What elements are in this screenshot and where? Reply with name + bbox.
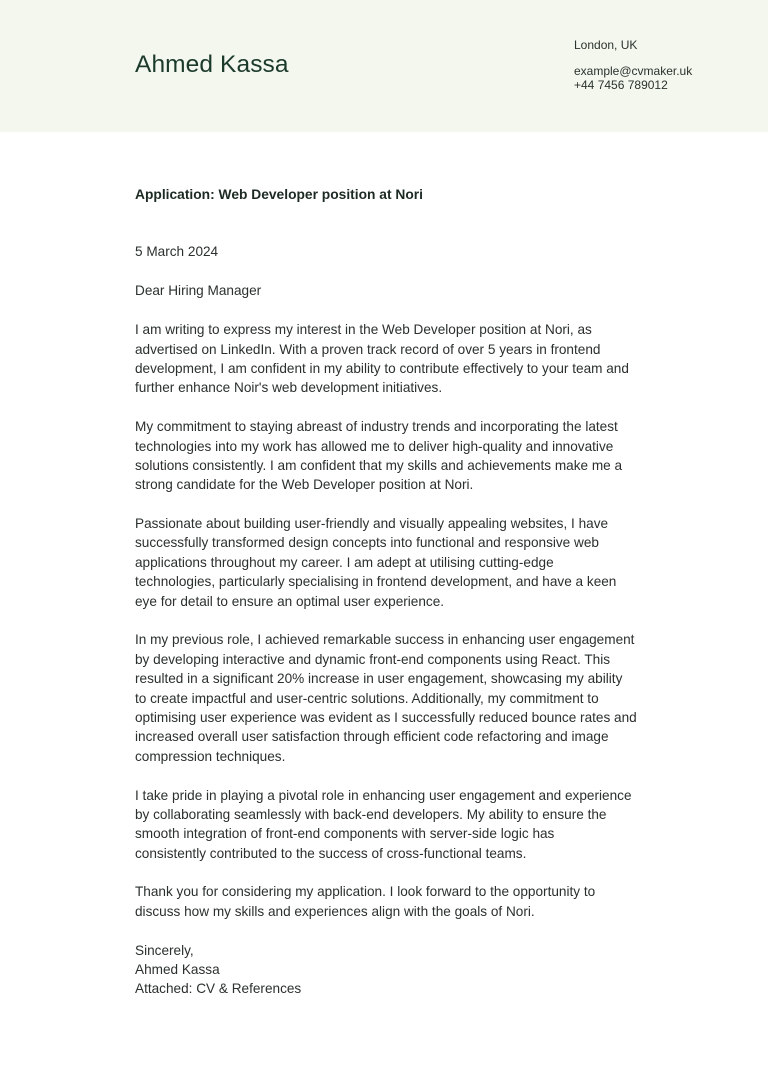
paragraph-line: My commitment to staying abreast of industry trends and incorporating the latest bbox=[135, 419, 618, 435]
letter-closing bbox=[135, 941, 640, 999]
paragraph-line: development, I am confident in my ability to contribute effectively to your team and bbox=[135, 361, 629, 377]
contact-block bbox=[574, 38, 692, 93]
paragraph-line: strong candidate for the Web Developer position at Nori. bbox=[135, 477, 474, 493]
paragraph-line: discuss how my skills and experiences align with the goals of Nori. bbox=[135, 903, 535, 919]
location-text: London, UK bbox=[574, 38, 638, 52]
paragraph-line: successfully transformed design concepts into functional and responsive web bbox=[135, 535, 599, 551]
paragraph-previous-role bbox=[135, 630, 640, 766]
paragraph-line: consistently contributed to the success of cross-functional teams. bbox=[135, 845, 527, 861]
letter-body bbox=[135, 185, 640, 999]
paragraph-line: compression techniques. bbox=[135, 748, 286, 764]
letter-header bbox=[0, 0, 768, 132]
paragraph-thanks bbox=[135, 882, 640, 921]
paragraph-line: to create impactful and user-centric solutions. Additionally, my commitment to bbox=[135, 690, 599, 706]
paragraph-line: by collaborating seamlessly with back-end developers. My ability to ensure the bbox=[135, 806, 607, 822]
paragraph-line: technologies, particularly specialising in frontend development, and have a keen bbox=[135, 574, 617, 590]
paragraph-line: optimising user experience was evident as I successfully reduced bounce rates and bbox=[135, 710, 637, 726]
paragraph-line: I take pride in playing a pivotal role in enhancing user engagement and experience bbox=[135, 787, 632, 803]
closing-signature: Ahmed Kassa bbox=[135, 961, 220, 977]
paragraph-commitment bbox=[135, 417, 640, 495]
email-text: example@cvmaker.uk bbox=[574, 63, 693, 78]
paragraph-line: I am writing to express my interest in the Web Developer position at Nori, as bbox=[135, 322, 592, 338]
paragraph-line: applications throughout my career. I am adept at utilising cutting-edge bbox=[135, 554, 554, 570]
paragraph-collaboration bbox=[135, 786, 640, 864]
paragraph-line: technologies into my work has allowed me to deliver high-quality and innovative bbox=[135, 438, 614, 454]
paragraph-line: eye for detail to ensure an optimal user experience. bbox=[135, 593, 445, 609]
closing-attachments: Attached: CV & References bbox=[135, 981, 302, 997]
paragraph-line: advertised on LinkedIn. With a proven track record of over 5 years in frontend bbox=[135, 341, 601, 357]
paragraph-line: solutions consistently. I am confident that my skills and achievements make me a bbox=[135, 457, 623, 473]
letter-salutation: Dear Hiring Manager bbox=[135, 283, 262, 299]
applicant-name: Ahmed Kassa bbox=[135, 51, 289, 78]
letter-subject: Application: Web Developer position at Nori bbox=[135, 187, 423, 202]
paragraph-line: resulted in a significant 20% increase in user engagement, showcasing my ability bbox=[135, 671, 623, 687]
letter-date: 5 March 2024 bbox=[135, 244, 219, 260]
paragraph-intro bbox=[135, 320, 640, 398]
closing-signoff: Sincerely, bbox=[135, 942, 194, 958]
paragraph-line: Thank you for considering my application. I look forward to the opportunity to bbox=[135, 884, 596, 900]
paragraph-line: In my previous role, I achieved remarkable success in enhancing user engagement bbox=[135, 632, 635, 648]
paragraph-line: by developing interactive and dynamic front-end components using React. This bbox=[135, 651, 611, 667]
paragraph-line: further enhance Noir's web development initiatives. bbox=[135, 380, 443, 396]
paragraph-line: increased overall user satisfaction through efficient code refactoring and image bbox=[135, 729, 609, 745]
paragraph-line: Passionate about building user-friendly and visually appealing websites, I have bbox=[135, 516, 609, 532]
paragraph-passion bbox=[135, 514, 640, 611]
paragraph-line: smooth integration of front-end components with server-side logic has bbox=[135, 826, 555, 842]
phone-text: +44 7456 789012 bbox=[574, 78, 668, 92]
